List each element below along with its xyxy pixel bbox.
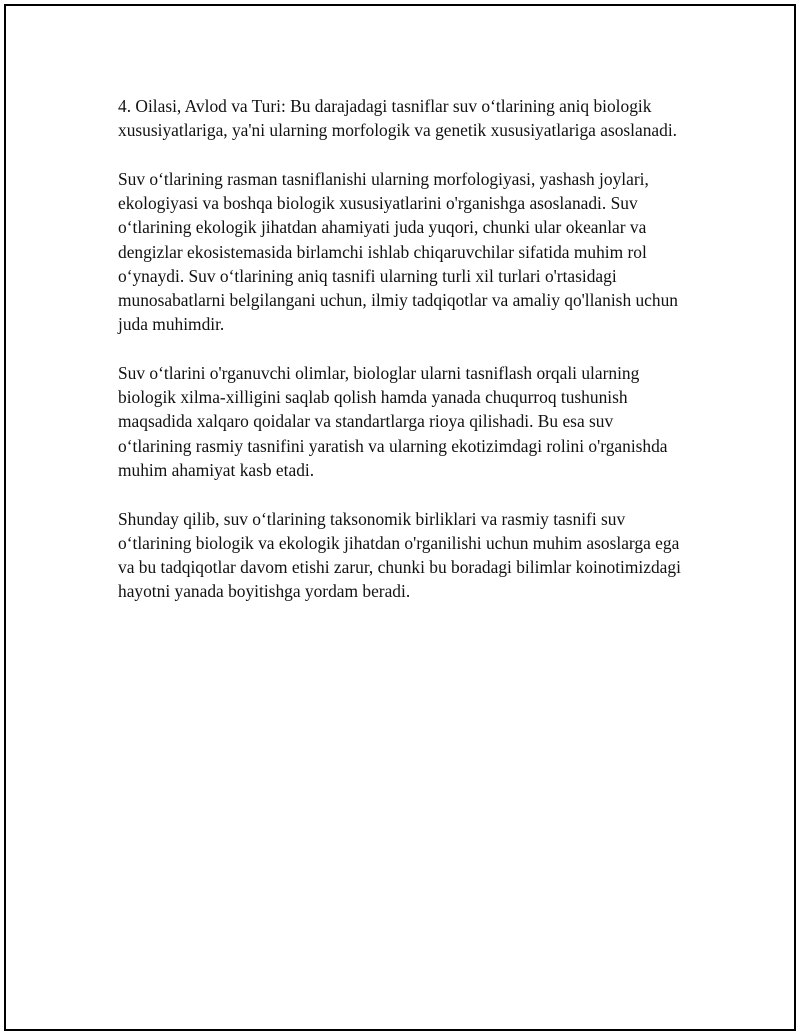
paragraph-conclusion: Shunday qilib, suv o‘tlarining taksonomik birliklari va rasmiy tasnifi suv o‘tlarining biologik va ekologik jihatdan o'rganilishi uchun muhim asoslarga ega va bu tadqiqotlar davom etishi zarur, chunki bu boradagi bilimlar koinotimizdagi hayotni yanada boyitishga yordam beradi.	[118, 508, 681, 602]
document-body	[118, 94, 690, 628]
paragraph-formal-classification: Suv o‘tlarining rasman tasniflanishi ularning morfologiyasi, yashash joylari, ekologiyasi va boshqa biologik xususiyatlarini o'rganishga asoslanadi. Suv o‘tlarining ekologik jihatdan ahamiyati juda yuqori, chunki ular okeanlar va dengizlar ekosistemasida birlamchi ishlab chiqaruvchilar sifatida muhim rol o‘ynaydi. Suv o‘tlarining aniq tasnifi ularning turli xil turlari o'rtasidagi munosabatlarni belgilangani uchun, ilmiy tadqiqotlar va amaliy qo'llanish uchun juda muhimdir.	[118, 169, 678, 335]
paragraph-scientists-standards: Suv o‘tlarini o'rganuvchi olimlar, biologlar ularni tasniflash orqali ularning biologik xilma-xilligini saqlab qolish hamda yanada chuqurroq tushunish maqsadida xalqaro qoidalar va standartlarga rioya qilishadi. Bu esa suv o‘tlarining rasmiy tasnifini yaratish va ularning ekotizimdagi rolini o'rganishda muhim ahamiyat kasb etadi.	[118, 363, 668, 480]
paragraph-classification-levels: 4. Oilasi, Avlod va Turi: Bu darajadagi tasniflar suv o‘tlarining aniq biologik xususiyatlariga, ya'ni ularning morfologik va genetik xususiyatlariga asoslanadi.	[118, 96, 678, 141]
